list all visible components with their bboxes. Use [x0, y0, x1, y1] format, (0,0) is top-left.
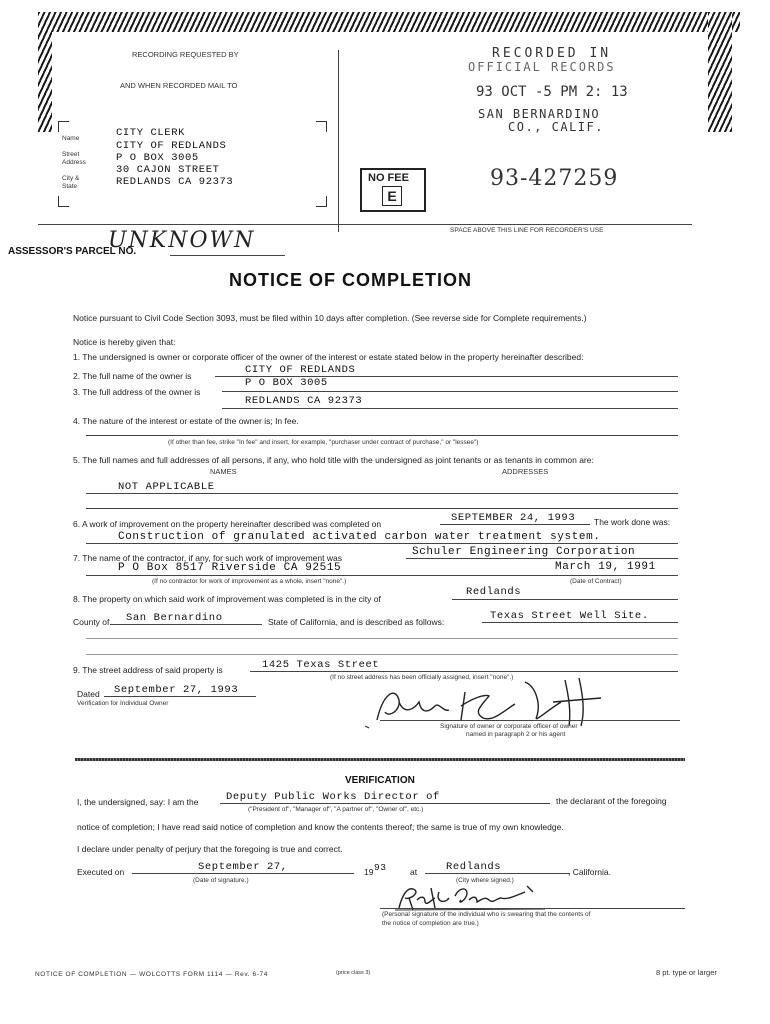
joint-tenants-value: NOT APPLICABLE	[118, 481, 215, 493]
no-fee-letter: E	[382, 186, 402, 206]
owner-signature-line	[380, 720, 680, 721]
city-signed-note: (City where signed.)	[456, 877, 514, 884]
mail-to-line3: P O BOX 3005	[116, 152, 199, 164]
county-stamp-line2: CO., CALIF.	[508, 120, 604, 134]
mail-to-bracket-tl	[58, 121, 69, 132]
signature-note-1: Signature of owner or corporate officer of owner	[440, 723, 578, 730]
executed-date: September 27,	[198, 861, 288, 873]
official-records-stamp: OFFICIAL RECORDS	[468, 60, 616, 74]
names-header: NAMES	[210, 467, 237, 476]
header-divider	[338, 50, 339, 232]
item-8-label: 8. The property on which said work of improvement was completed is in the city of	[73, 594, 381, 604]
label-name: Name	[62, 135, 80, 142]
county-label: County of	[73, 617, 110, 627]
price-class: (price class 3)	[336, 970, 371, 976]
completion-date-line	[440, 524, 590, 525]
mail-to-bracket-tr	[316, 121, 327, 132]
verification-line2: notice of completion; I have read said notice of completion and know the contents thereof; the same is true of my own knowledge.	[77, 822, 564, 832]
label-state: State	[62, 183, 78, 190]
mail-to-line2: CITY OF REDLANDS	[116, 140, 227, 152]
county-stamp-line1: SAN BERNARDINO	[478, 107, 601, 121]
mail-to-line4: 30 CAJON STREET	[116, 164, 220, 176]
mail-to-bracket-bl	[58, 196, 69, 207]
label-city: City &	[62, 175, 80, 182]
assessor-value: UNKNOWN	[108, 228, 256, 253]
mail-to-bracket-br	[316, 196, 327, 207]
owner-address-1: P O BOX 3005	[245, 377, 328, 389]
executed-label: Executed on	[77, 867, 125, 877]
work-done: Construction of granulated activated carbon water treatment system.	[118, 531, 601, 543]
completion-date: SEPTEMBER 24, 1993	[451, 512, 576, 524]
verifier-note-2: the notice of completion are true.)	[382, 920, 479, 927]
description-line2	[86, 638, 678, 639]
intro-text: Notice pursuant to Civil Code Section 3093, must be filed within 10 days after completion. (See reverse side for Complete requirements.)	[73, 313, 587, 323]
document-number: 93-427259	[490, 166, 619, 191]
assessor-underline	[170, 255, 285, 256]
date-of-signature-note: (Date of signature.)	[193, 877, 249, 884]
contractor-name: Schuler Engineering Corporation	[412, 546, 636, 558]
item-2-label: 2. The full name of the owner is	[73, 371, 192, 381]
verifier-signature-line	[380, 908, 685, 909]
recording-requested-by: RECORDING REQUESTED BY	[132, 50, 239, 59]
contractor-address: P O Box 8517 Riverside CA 92515	[118, 562, 342, 574]
recorded-in-stamp: RECORDED IN	[492, 46, 612, 61]
property-city-line	[452, 599, 678, 600]
owner-name: CITY OF REDLANDS	[245, 364, 356, 376]
contract-date: March 19, 1991	[555, 561, 656, 573]
mail-to-line1: CITY CLERK	[116, 127, 186, 139]
page-title: NOTICE OF COMPLETION	[229, 270, 472, 290]
owner-signature	[365, 672, 605, 730]
recorder-line	[38, 224, 692, 225]
item-7-label: 7. The name of the contractor, if any, for such work of improvement was	[73, 553, 342, 563]
executed-year: 93	[374, 862, 387, 873]
item-5-line1	[86, 493, 678, 494]
recorded-datetime-stamp: 93 OCT -5 PM 2: 13	[476, 84, 628, 100]
contractor-address-line	[86, 575, 678, 576]
street-address: 1425 Texas Street	[262, 659, 380, 671]
signature-note-2: named in paragraph 2 or his agent	[466, 731, 566, 738]
california-label: , California.	[568, 867, 611, 877]
county-line	[110, 624, 262, 625]
verifier-note-1: (Personal signature of the individual who is swearing that the contents of	[382, 911, 591, 918]
declarant-title-line	[220, 803, 550, 804]
item-9-label: 9. The street address of said property is	[73, 665, 223, 675]
description-line3	[86, 654, 678, 655]
addresses-header: ADDRESSES	[502, 467, 549, 476]
label-address: Address	[62, 159, 86, 166]
item-4-note: (If other than fee, strike "In fee" and insert, for example, "purchaser under contract of purchase," or "lessee")	[168, 439, 479, 446]
item-6-tail: The work done was:	[594, 517, 671, 527]
state-text: State of California, and is described as follows:	[268, 617, 445, 627]
form-footer: NOTICE OF COMPLETION — WOLCOTTS FORM 1114 — Rev. 6-74	[35, 971, 268, 978]
description-line1	[482, 622, 678, 623]
item-4-line	[86, 435, 678, 436]
top-border-hatch	[38, 12, 740, 32]
verification-separator	[75, 758, 685, 761]
street-address-note: (If no street address has been officially assigned, insert "none".)	[330, 674, 514, 681]
right-border-hatch	[708, 12, 732, 132]
owner-address-2: REDLANDS CA 92373	[245, 395, 363, 407]
property-city: Redlands	[466, 586, 522, 598]
owner-address-line1	[222, 391, 678, 392]
notice-given: Notice is hereby given that:	[73, 337, 176, 347]
county-value: San Bernardino	[126, 612, 223, 624]
no-fee-box	[360, 168, 426, 212]
item-5-line2	[86, 508, 678, 509]
contractor-line	[406, 558, 678, 559]
item-6-label: 6. A work of improvement on the property hereinafter described was completed on	[73, 519, 382, 529]
owner-address-line2	[222, 408, 678, 409]
executed-date-line	[132, 873, 354, 874]
dated-label: Dated	[77, 689, 100, 699]
mail-to-line5: REDLANDS CA 92373	[116, 176, 234, 188]
verification-for-owner: Verification for Individual Owner	[77, 700, 169, 707]
item-3-label: 3. The full address of the owner is	[73, 387, 201, 397]
item-4: 4. The nature of the interest or estate of the owner is; In fee.	[73, 416, 299, 426]
declarant-title: Deputy Public Works Director of	[226, 791, 440, 803]
dated-value: September 27, 1993	[114, 684, 239, 696]
when-recorded-mail-to: AND WHEN RECORDED MAIL TO	[120, 81, 238, 90]
declarant-title-note: ("President of", "Manager of", "A partner of", "Owner of", etc.)	[248, 806, 424, 813]
executed-city-line	[425, 873, 570, 874]
label-street: Street	[62, 151, 80, 158]
item-5: 5. The full names and full addresses of all persons, if any, who hold title with the undersigned as joint tenants or as tenants in common are:	[73, 455, 594, 465]
at-label: at	[410, 867, 418, 877]
assessor-label: ASSESSOR'S PARCEL NO.	[8, 246, 137, 257]
contractor-note: (If no contractor for work of improvement as a whole, insert "none".)	[152, 578, 347, 585]
verification-line1a: I, the undersigned, say: I am the	[77, 797, 199, 807]
verification-heading: VERIFICATION	[345, 775, 415, 786]
executed-city: Redlands	[446, 861, 502, 873]
type-size-note: 8 pt. type or larger	[656, 968, 717, 977]
work-done-line	[86, 543, 678, 544]
verification-line1b: the declarant of the foregoing	[556, 796, 667, 806]
year-prefix: 19	[364, 867, 374, 877]
space-above-line: SPACE ABOVE THIS LINE FOR RECORDER'S USE	[450, 227, 604, 234]
property-description: Texas Street Well Site.	[490, 610, 649, 622]
left-border-hatch	[38, 12, 52, 132]
verification-line3: I declare under penalty of perjury that the foregoing is true and correct.	[77, 844, 343, 854]
dated-line	[104, 696, 256, 697]
no-fee-label: NO FEE	[368, 172, 409, 184]
item-1: 1. The undersigned is owner or corporate officer of the owner of the interest or estate stated below in the property hereinafter described:	[73, 352, 584, 362]
contract-date-note: (Date of Contract)	[570, 578, 622, 585]
